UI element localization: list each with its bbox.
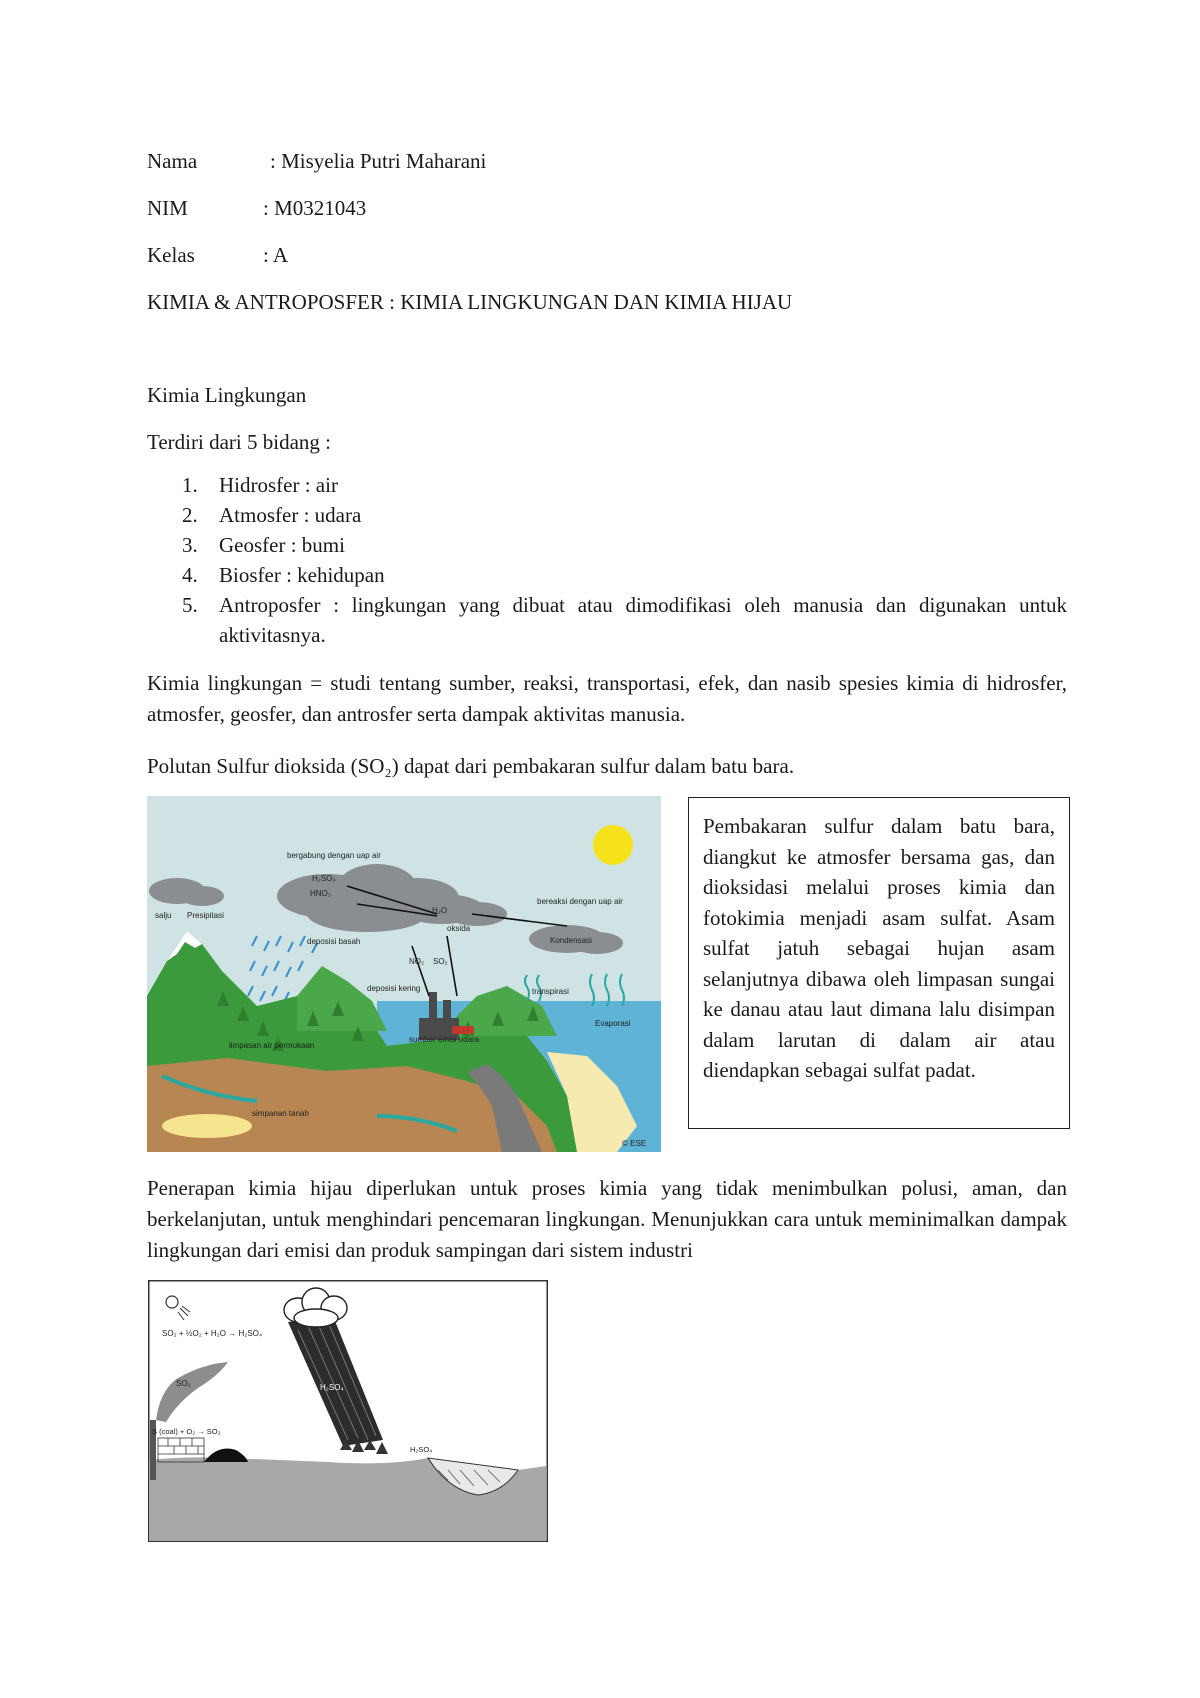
document-title: KIMIA & ANTROPOSFER : KIMIA LINGKUNGAN DAN KIMIA HIJAU bbox=[147, 290, 793, 314]
vehicle-icon bbox=[452, 1026, 474, 1034]
acid-rain-cycle-figure bbox=[147, 796, 661, 1152]
label-oksida: oksida bbox=[447, 924, 471, 933]
label-evaporasi: Evaporasi bbox=[595, 1019, 631, 1028]
sidebox-text: Pembakaran sulfur dalam batu bara, diangkut ke atmosfer bersama gas, dan dioksidasi melalui proses kimia dan fotokimia menjadi asam sulfat. Asam sulfat jatuh sebagai hujan asam selanjutnya dibawa oleh limpasan sungai ke danau atau laut dimana lalu disimpan dalam larutan di dalam air atau diendapkan sebagai sulfat padat. bbox=[703, 814, 1055, 1082]
label-h2so4-small: H₂SO₄ bbox=[410, 1445, 433, 1454]
green-chemistry-paragraph: Penerapan kimia hijau diperlukan untuk proses kimia yang tidak menimbulkan polusi, aman, dan berkelanjutan, untuk menghindari pencemaran lingkungan. Menunjukkan cara untuk meminimalkan dampak lingkungan dari emisi dan produk sampingan dari sistem industri bbox=[147, 1176, 1067, 1262]
label-so2: SO₂ bbox=[176, 1379, 191, 1388]
label-simpanan: simpanan tanah bbox=[252, 1109, 309, 1118]
list-item: 2. Atmosfer : udara bbox=[182, 503, 362, 527]
label-deposisi-basah: deposisi basah bbox=[307, 937, 361, 946]
nama-label: Nama bbox=[147, 149, 198, 173]
section-intro: Terdiri dari 5 bidang : bbox=[147, 430, 331, 454]
list-item: 1. Hidrosfer : air bbox=[182, 473, 338, 497]
reaction-equation: SO₂ + ½O₂ + H₂O → H₂SO₄ bbox=[162, 1329, 263, 1338]
label-bergabung: bergabung dengan uap air bbox=[287, 851, 381, 860]
label-sumber: sumber emisi udara bbox=[409, 1035, 480, 1044]
so2-sentence: Polutan Sulfur dioksida (SO₂) dapat dari pembakaran sulfur dalam batu bara. bbox=[147, 754, 795, 778]
label-hno3: HNO₃ bbox=[310, 889, 332, 898]
label-no2: NO₂ bbox=[409, 957, 425, 966]
sun-icon bbox=[593, 825, 633, 865]
definition-paragraph: Kimia lingkungan = studi tentang sumber, reaksi, transportasi, efek, dan nasib spesies kimia di hidrosfer, atmosfer, geosfer, dan antrosfer serta dampak aktivitas manusia. bbox=[147, 671, 1067, 726]
kelas-label: Kelas bbox=[147, 243, 195, 267]
kelas-value: : A bbox=[263, 243, 289, 267]
list-item: 5. Antroposfer : lingkungan yang dibuat atau dimodifikasi oleh manusia dan digunakan untuk aktivitasnya. bbox=[182, 593, 1067, 647]
label-salju: salju bbox=[155, 911, 172, 920]
acid-rain-schematic-figure bbox=[148, 1280, 548, 1542]
label-kondensasi: Kondensasi bbox=[550, 936, 592, 945]
label-limpasan: limpasan air permukaan bbox=[229, 1041, 315, 1050]
bidang-list bbox=[147, 470, 1067, 650]
label-transpirasi: transpirasi bbox=[532, 987, 569, 996]
label-h2so4: H₂SO₄ bbox=[320, 1383, 344, 1392]
label-so2: SO₂ bbox=[433, 957, 448, 966]
label-reaksi: bereaksi dengan uap air bbox=[537, 897, 623, 906]
label-h2o: H₂O bbox=[432, 906, 448, 915]
nim-label: NIM bbox=[147, 196, 188, 220]
lake-deposit-icon bbox=[162, 1114, 252, 1138]
nim-value: : M0321043 bbox=[263, 196, 367, 220]
section-heading: Kimia Lingkungan bbox=[147, 383, 307, 407]
label-h2so4: H₂SO₄ bbox=[312, 874, 336, 883]
figure-credit: © ESE bbox=[622, 1139, 647, 1148]
nama-value: : Misyelia Putri Maharani bbox=[270, 149, 487, 173]
list-item: 3. Geosfer : bumi bbox=[182, 533, 345, 557]
list-item: 4. Biosfer : kehidupan bbox=[182, 563, 385, 587]
coal-reaction: S (coal) + O₂ → SO₂ bbox=[152, 1427, 221, 1436]
label-presipitasi: Presipitasi bbox=[187, 911, 224, 920]
label-deposisi-kering: deposisi kering bbox=[367, 984, 421, 993]
sidebox bbox=[688, 797, 1070, 1129]
